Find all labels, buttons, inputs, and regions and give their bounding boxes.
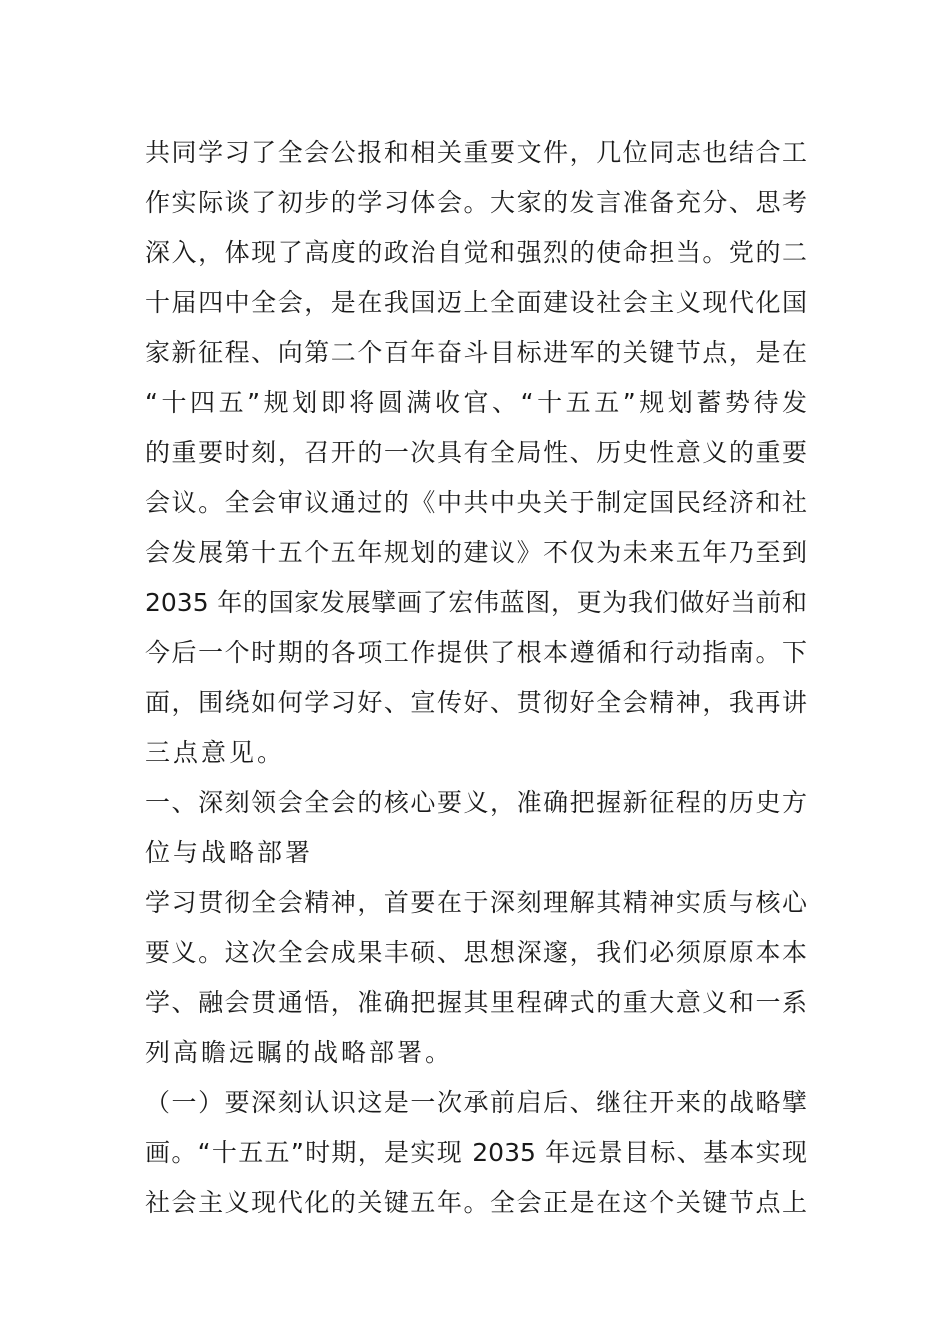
text-line: 家新征程、向第二个百年奋斗目标进军的关键节点，是在 xyxy=(145,338,807,367)
text-line: 学习贯彻全会精神，首要在于深刻理解其精神实质与核心 xyxy=(145,888,807,917)
document-page xyxy=(145,128,807,1228)
text-line: 一、深刻领会全会的核心要义，准确把握新征程的历史方 xyxy=(145,788,807,817)
text-line: 的重要时刻，召开的一次具有全局性、历史性意义的重要 xyxy=(145,438,807,467)
text-line: 社会主义现代化的关键五年。全会正是在这个关键节点上 xyxy=(145,1188,807,1217)
text-line: 三点意见。 xyxy=(145,738,286,767)
text-line: 列高瞻远瞩的战略部署。 xyxy=(145,1038,454,1067)
text-line: 深入，体现了高度的政治自觉和强烈的使命担当。党的二 xyxy=(145,238,807,267)
text-line: 十届四中全会，是在我国迈上全面建设社会主义现代化国 xyxy=(145,288,807,317)
text-line: 学、融会贯通悟，准确把握其里程碑式的重大意义和一系 xyxy=(145,988,807,1017)
text-line: 画。“十五五”时期，是实现 2035 年远景目标、基本实现 xyxy=(145,1138,807,1167)
text-line: 要义。这次全会成果丰硕、思想深邃，我们必须原原本本 xyxy=(145,938,807,967)
text-line: （一）要深刻认识这是一次承前启后、继往开来的战略擘 xyxy=(145,1088,807,1117)
text-line: 2035 年的国家发展擘画了宏伟蓝图，更为我们做好当前和 xyxy=(145,588,807,617)
text-line: 会议。全会审议通过的《中共中央关于制定国民经济和社 xyxy=(145,488,807,517)
text-line: 位与战略部署 xyxy=(145,838,314,867)
text-line: 共同学习了全会公报和相关重要文件，几位同志也结合工 xyxy=(145,138,807,167)
text-line: 今后一个时期的各项工作提供了根本遵循和行动指南。下 xyxy=(145,638,807,667)
text-line: 面，围绕如何学习好、宣传好、贯彻好全会精神，我再讲 xyxy=(145,688,807,717)
text-line: “十四五”规划即将圆满收官、“十五五”规划蓄势待发 xyxy=(145,388,807,417)
text-line: 作实际谈了初步的学习体会。大家的发言准备充分、思考 xyxy=(145,188,807,217)
text-line: 会发展第十五个五年规划的建议》不仅为未来五年乃至到 xyxy=(145,538,807,567)
